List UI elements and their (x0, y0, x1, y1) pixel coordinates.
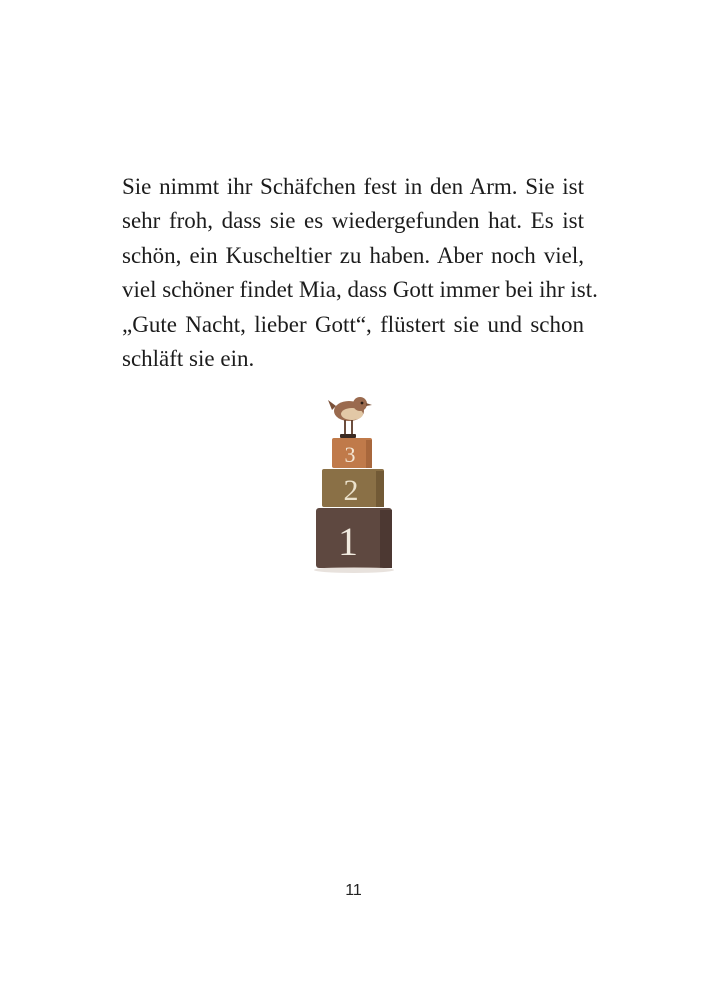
page-number: 11 (345, 882, 362, 899)
stacked-blocks-illustration (300, 390, 404, 576)
block-number: 2 (343, 474, 359, 507)
story-line: viel schöner findet Mia, dass Gott immer bei ihr ist. (122, 277, 598, 303)
block-number: 3 (344, 442, 356, 467)
story-line: „Gute Nacht, lieber Gott“, flüstert sie und schon (122, 311, 584, 337)
story-line: sehr froh, dass sie es wiedergefunden hat. Es ist (122, 208, 584, 234)
story-paragraph (122, 170, 598, 376)
block-number: 1 (338, 519, 358, 564)
number-block-3 (332, 438, 372, 468)
story-line: schläft sie ein. (122, 345, 255, 371)
number-block-1 (314, 508, 394, 573)
story-line: Sie nimmt ihr Schäfchen fest in den Arm. Sie ist (122, 174, 584, 199)
story-line: schön, ein Kuscheltier zu haben. Aber noch viel, (122, 242, 584, 268)
bird-icon (328, 397, 372, 438)
number-block-2 (322, 469, 384, 507)
